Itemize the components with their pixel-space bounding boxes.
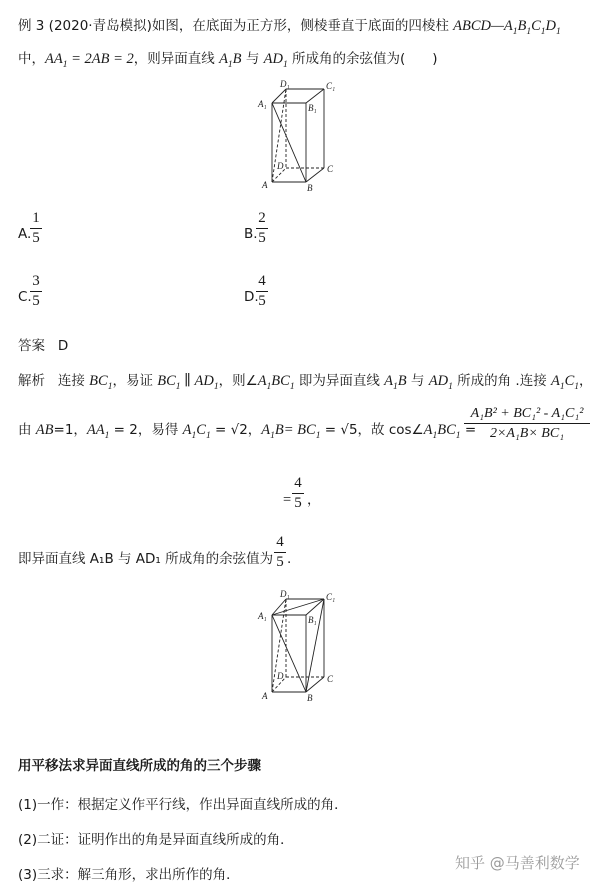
analysis-text: 即为异面直线 xyxy=(294,373,385,389)
vertex-b: B xyxy=(307,183,313,193)
analysis-line-1: 解析 连接 $BC_1$，易证 $BC_1$ ∥ $AD_1$，则$\angle A_1BC_1$ 即为异面直线 $A_1B$ 与 $AD_1$ 所成的角 .连接 $A_1C_1$， xyxy=(18,373,593,392)
answer-value: D xyxy=(57,338,69,354)
prism-name: $ABCD—A_1B_1C_1D_1$ xyxy=(453,18,561,37)
vertex-c: C xyxy=(327,674,334,684)
option-b-fraction: 2 5 xyxy=(256,210,268,247)
analysis-text: 所成的角 .连接 xyxy=(452,373,551,389)
problem-text: 例 3 (2020·青岛模拟)如图，在底面为正方形，侧棱垂直于底面的四棱柱 xyxy=(18,18,454,34)
option-c-label: C. xyxy=(18,289,32,305)
problem-text: ，则异面直线 xyxy=(133,51,220,67)
vertex-b1: B₁ xyxy=(308,103,317,113)
analysis-label: 解析 xyxy=(18,373,45,389)
vertex-b: B xyxy=(307,693,313,703)
line-ad1: $AD_1$ xyxy=(263,51,288,70)
option-d-fraction: 4 5 xyxy=(256,273,268,310)
option-a-label: A. xyxy=(18,226,32,242)
watermark: 知乎 @马善利数学 xyxy=(455,854,580,872)
prism-figure-1 xyxy=(250,80,350,195)
segment-ab: AB xyxy=(35,422,54,438)
vertex-c: C xyxy=(327,164,334,174)
vertex-a1: A₁ xyxy=(258,611,267,621)
result-comma: ， xyxy=(307,492,321,508)
problem-text: 所成角的余弦值为( ) xyxy=(287,51,438,67)
line-a1b: $A_1B$ xyxy=(219,51,242,70)
analysis-text: = xyxy=(460,422,477,438)
vertex-d1: D₁ xyxy=(280,80,290,89)
prism-figure-2 xyxy=(250,588,350,706)
option-a-fraction: 1 5 xyxy=(30,210,42,247)
conclusion-text: 即异面直线 A₁B 与 AD₁ 所成角的余弦值为 xyxy=(18,551,274,567)
analysis-text: 连接 xyxy=(57,373,90,389)
problem-line-2 xyxy=(18,49,438,71)
conclusion-fraction: 4 5 xyxy=(274,534,286,571)
steps-title: 用平移法求异面直线所成的角的三个步骤 xyxy=(18,758,261,774)
step-1: (1)一作：根据定义作平行线，作出异面直线所成的角． xyxy=(18,797,348,813)
edge xyxy=(306,168,324,182)
answer-line xyxy=(18,336,68,356)
cosine-formula xyxy=(464,405,590,442)
edge-a1c1 xyxy=(272,599,324,615)
problem-text: 与 xyxy=(241,51,264,67)
option-b-label: B. xyxy=(244,226,258,242)
vertex-d1: D₁ xyxy=(280,589,290,599)
problem-line-1 xyxy=(18,16,561,38)
analysis-text: 由 xyxy=(18,422,36,438)
analysis-text: 与 xyxy=(406,373,429,389)
analysis-line-2: 由 AB=1，$AA_1 = 2$，易得 $A_1C_1 = √2$，$A_1B= BC_1 = √5$，故 $\cos\angle A_1BC_1$ = xyxy=(18,422,477,441)
vertex-a: A xyxy=(262,180,268,190)
vertex-b1: B₁ xyxy=(308,615,317,625)
option-c-fraction: 3 5 xyxy=(30,273,42,310)
analysis-text: = √2， xyxy=(210,422,262,438)
condition: $AA_1 = 2AB = 2$ xyxy=(45,51,134,70)
analysis-text: = 2，易得 xyxy=(109,422,183,438)
vertex-a: A xyxy=(262,691,268,701)
vertex-d: D xyxy=(277,161,284,171)
analysis-text: = √5，故 cos∠ xyxy=(320,422,424,438)
vertex-d: D xyxy=(277,671,284,681)
analysis-text: =1， xyxy=(53,422,87,438)
vertex-c1: C₁ xyxy=(326,592,336,602)
edge xyxy=(306,89,324,103)
conclusion-line xyxy=(18,549,273,569)
step-2: (2)二证：证明作出的角是异面直线所成的角． xyxy=(18,832,294,848)
result-equals: = xyxy=(283,492,292,508)
vertex-a1: A₁ xyxy=(258,99,267,109)
conclusion-end: . xyxy=(287,551,292,567)
option-d-label: D. xyxy=(244,289,259,305)
formula-denominator: 2×A₁B× BC₁ xyxy=(489,426,565,441)
analysis-text: ，则∠ xyxy=(218,373,258,389)
analysis-text: ，易证 xyxy=(112,373,158,389)
problem-text: 中， xyxy=(18,51,45,67)
step-3: (3)三求：解三角形，求出所作的角． xyxy=(18,867,240,883)
answer-label: 答案 xyxy=(18,338,45,354)
formula-numerator: A₁B² + BC₁² - A₁C₁² xyxy=(470,406,584,421)
result-fraction: 4 5 xyxy=(292,475,304,512)
vertex-c1: C₁ xyxy=(326,81,336,91)
analysis-text: ， xyxy=(579,373,593,389)
segment-aa1: $AA_1$ xyxy=(86,422,110,441)
